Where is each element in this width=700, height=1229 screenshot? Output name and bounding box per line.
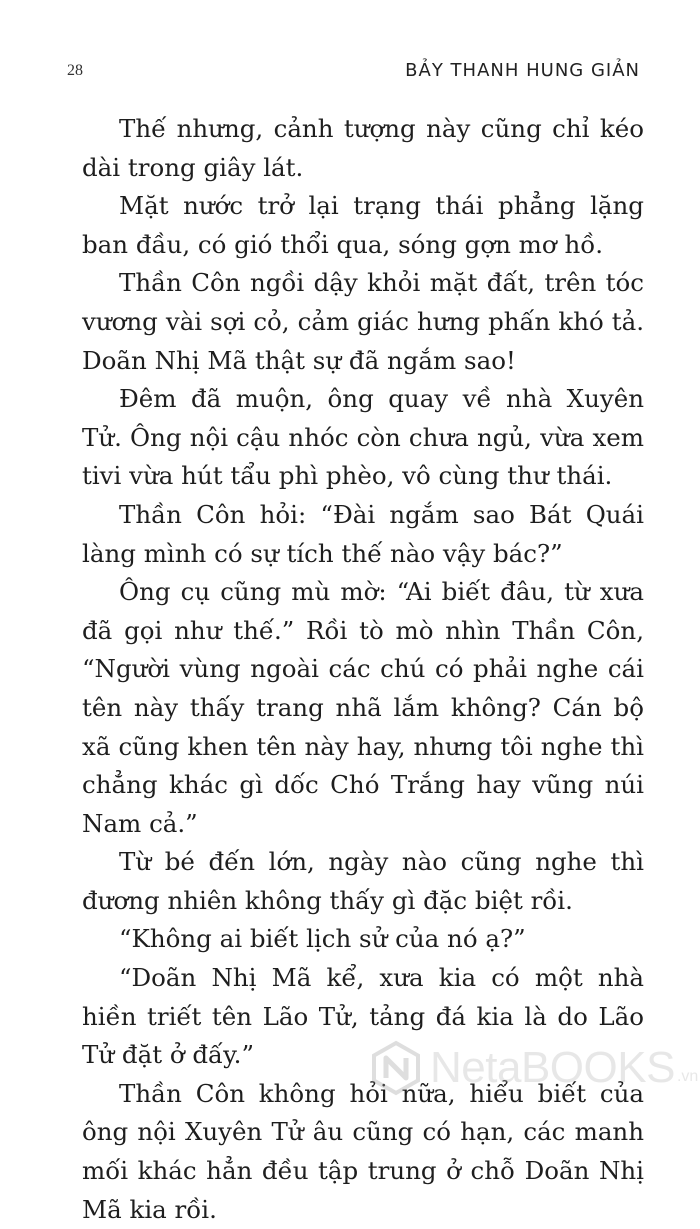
netabooks-logo-icon — [368, 1040, 424, 1096]
page-number: 28 — [67, 62, 83, 79]
paragraph: Từ bé đến lớn, ngày nào cũng nghe thì đương nhiên không thấy gì đặc biệt rồi. — [82, 847, 644, 915]
watermark-text: NetaBOOKS — [430, 1043, 675, 1092]
paragraph: Thế nhưng, cảnh tượng này cũng chỉ kéo dài trong giây lát. — [82, 114, 644, 182]
watermark — [368, 1040, 698, 1096]
paragraph: Đêm đã muộn, ông quay về nhà Xuyên Tử. Ông nội cậu nhóc còn chưa ngủ, vừa xem tivi vừa hút tẩu phì phèo, vô cùng thư thái. — [82, 384, 644, 491]
paragraph: Mặt nước trở lại trạng thái phẳng lặng ban đầu, có gió thổi qua, sóng gợn mơ hồ. — [82, 191, 644, 259]
paragraph: Thần Côn hỏi: “Đài ngắm sao Bát Quái làng mình có sự tích thế nào vậy bác?” — [82, 499, 644, 568]
paragraph: Thần Côn ngồi dậy khỏi mặt đất, trên tóc vương vài sợi cỏ, cảm giác hưng phấn khó tả. Doãn Nhị Mã thật sự đã ngắm sao! — [82, 268, 644, 375]
paragraph: Ông cụ cũng mù mờ: “Ai biết đâu, từ xưa đã gọi như thế.” Rồi tò mò nhìn Thần Côn, “Người vùng ngoài các chú có phải nghe cái tên này thấy trang nhã lắm không? Cán bộ xã cũng khen tên này hay, nhưng tôi nghe thì chẳng khác gì dốc Chó Trắng hay vũng núi Nam cả.” — [82, 577, 644, 838]
watermark-suffix: .vn — [676, 1068, 699, 1085]
paragraph: “Không ai biết lịch sử của nó ạ?” — [119, 924, 526, 954]
running-title: BẢY THANH HUNG GIẢN — [405, 60, 640, 81]
paragraph: Thần Côn không hỏi nữa, hiểu biết của ông nội Xuyên Tử âu cũng có hạn, các manh mối khác hẳn đều tập trung ở chỗ Doãn Nhị Mã kia rồi. — [82, 1078, 644, 1224]
paragraph: “Doãn Nhị Mã kể, xưa kia có một nhà hiền triết tên Lão Tử, tảng đá kia là do Lão Tử đặt ở đấy.” — [82, 963, 644, 1070]
